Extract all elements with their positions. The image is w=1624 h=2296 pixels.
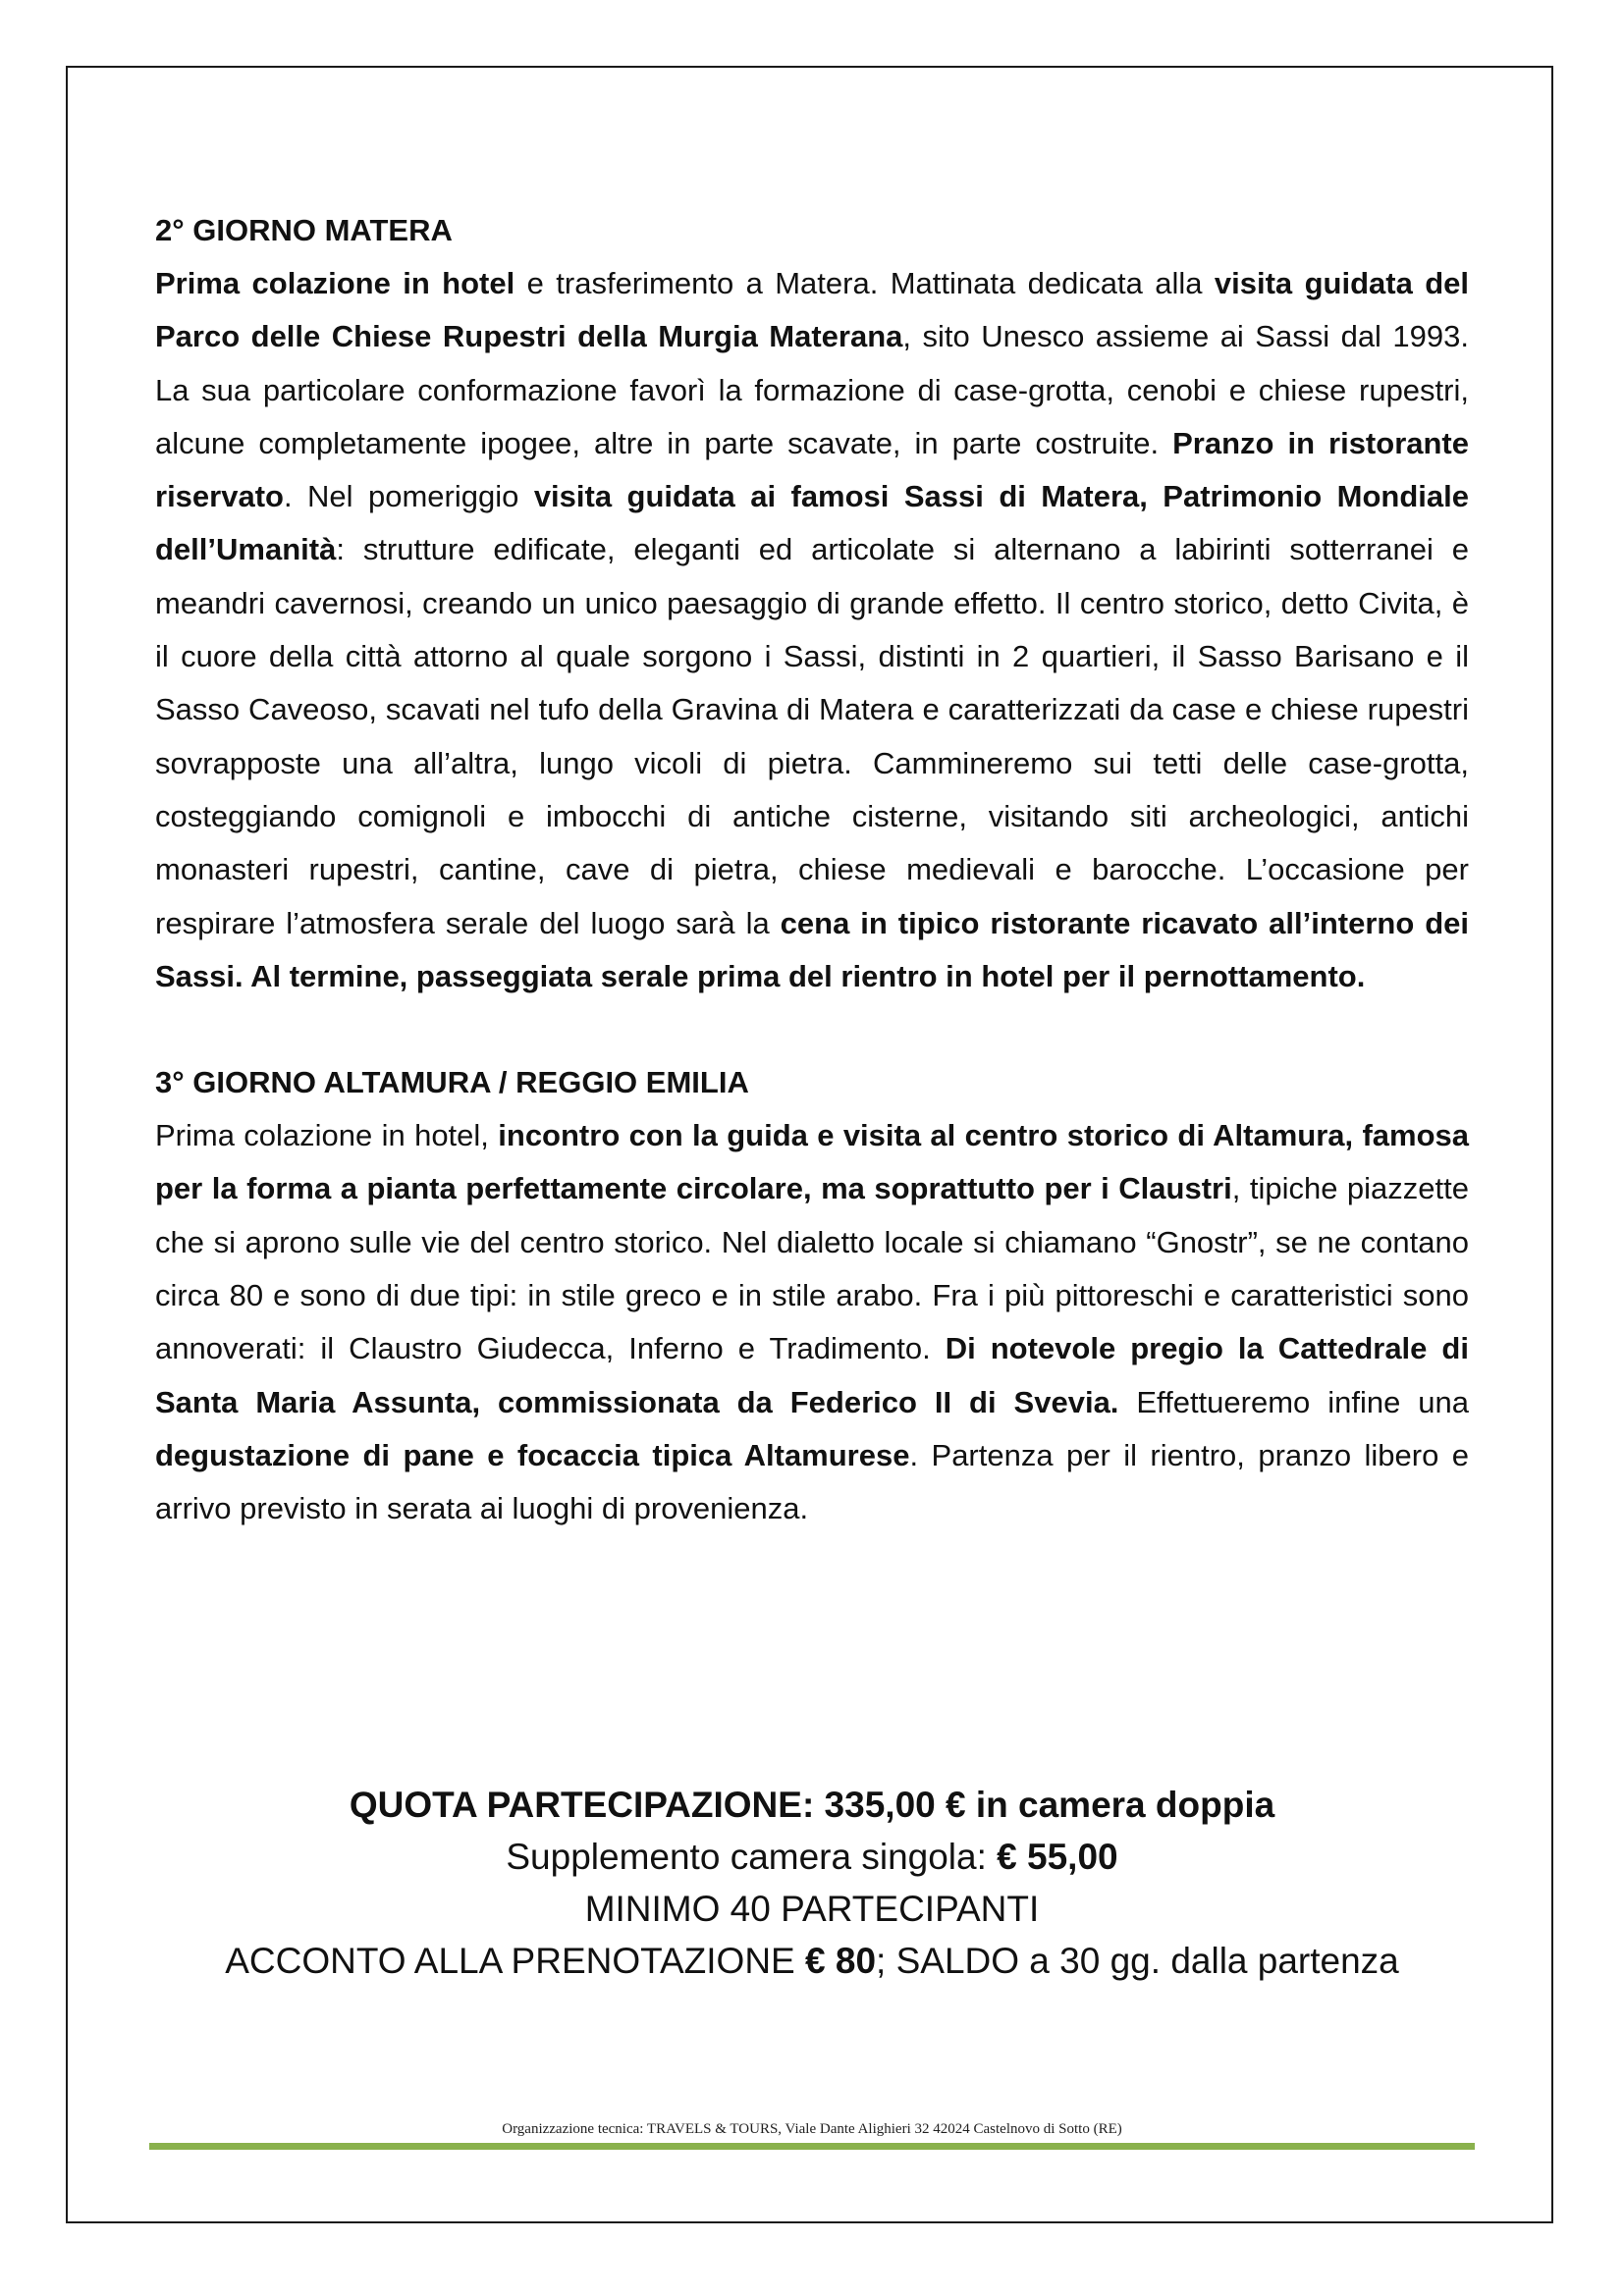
day2-paragraph — [155, 257, 1469, 1003]
day3-segment: Effettueremo infine una — [1118, 1384, 1469, 1419]
balance-terms: ; SALDO a 30 gg. dalla partenza — [876, 1941, 1399, 1981]
day3-paragraph — [155, 1109, 1469, 1535]
day2-segment: visita guidata ai famosi Sassi di Matera, Patrimonio Mondiale dell’Umanità — [155, 479, 1469, 567]
day3-segment: . Partenza per il rientro, pranzo libero e arrivo previsto in serata ai luoghi di provenienza. — [155, 1437, 1470, 1526]
day2-segment: , sito Unesco assieme ai Sassi dal 1993. La sua particolare conformazione favorì la formazione di case-grotta, cenobi e chiese rupestri, alcune completamente ipogee, altre in parte scavate, in parte costruite. — [155, 319, 1469, 460]
day3-segment: Prima colazione in hotel, — [155, 1118, 499, 1153]
single-supplement — [155, 1831, 1469, 1883]
section-spacer — [155, 1003, 1469, 1056]
deposit-value: € 80 — [805, 1941, 877, 1981]
itinerary-body — [155, 204, 1469, 1536]
price-block — [155, 1779, 1469, 1987]
minimum-participants: MINIMO 40 PARTECIPANTI — [584, 1889, 1040, 1929]
day3-segment: degustazione di pane e focaccia tipica Altamurese — [155, 1437, 910, 1472]
footer-rule — [149, 2143, 1475, 2150]
day3-segment: incontro con la guida e visita al centro storico di Altamura, famosa per la forma a pianta perfettamente circolare, ma soprattutto per i Claustri — [155, 1118, 1470, 1206]
deposit-label: ACCONTO ALLA PRENOTAZIONE — [225, 1941, 806, 1981]
day2-segment: e trasferimento a Matera. Mattinata dedicata alla — [514, 266, 1215, 300]
quota-title-text: QUOTA PARTECIPAZIONE: 335,00 € in camera doppia — [349, 1785, 1275, 1825]
day2-segment: visita guidata del Parco delle Chiese Rupestri della Murgia Materana — [155, 266, 1469, 354]
day2-heading: 2° GIORNO MATERA — [155, 213, 453, 247]
footer-organizer: Organizzazione tecnica: TRAVELS & TOURS, Viale Dante Alighieri 32 42024 Castelnovo di Sotto (RE) — [502, 2121, 1122, 2137]
day2-segment: cena in tipico ristorante ricavato all’interno dei Sassi. Al termine, passeggiata serale prima del rientro in hotel per il pernottamento. — [155, 905, 1470, 993]
day2-segment: . Nel pomeriggio — [283, 479, 534, 514]
day3-segment: , tipiche piazzette che si aprono sulle vie del centro storico. Nel dialetto locale si chiamano “Gnostr”, se ne contano circa 80 e sono di due tipi: in stile greco e in stile arabo. Fra i più pittoreschi e caratteristici sono annoverati: il Claustro Giudecca, Inferno e Tradimento. — [155, 1171, 1470, 1366]
deposit-terms — [155, 1935, 1469, 1987]
single-supplement-label: Supplemento camera singola: — [506, 1837, 998, 1877]
day2-segment: Pranzo in ristorante riservato — [155, 425, 1469, 514]
day2-segment: : strutture edificate, eleganti ed articolate si alternano a labirinti sotterranei e meandri cavernosi, creando un unico paesaggio di grande effetto. Il centro storico, detto Civita, è il cuore della città attorno al quale sorgono i Sassi, distinti in 2 quartieri, il Sasso Barisano e il Sasso Caveoso, scavati nel tufo della Gravina di Matera e caratterizzati da case e chiese rupestri sovrapposte una all’altra, lungo vicoli di pietra. Cammineremo sui tetti delle case-grotta, costeggiando comignoli e imbocchi di antiche cisterne, visitando siti archeologici, antichi monasteri rupestri, cantine, cave di pietra, chiese medievali e barocche. L’occasione per respirare l’atmosfera serale del luogo sarà la — [155, 532, 1469, 940]
day3-segment: Di notevole pregio la Cattedrale di Santa Maria Assunta, commissionata da Federico II di Svevia. — [155, 1331, 1469, 1419]
single-supplement-value: € 55,00 — [997, 1837, 1118, 1877]
day3-heading: 3° GIORNO ALTAMURA / REGGIO EMILIA — [155, 1065, 749, 1100]
quota-title — [155, 1779, 1469, 1831]
day2-segment: Prima colazione in hotel — [155, 266, 515, 300]
